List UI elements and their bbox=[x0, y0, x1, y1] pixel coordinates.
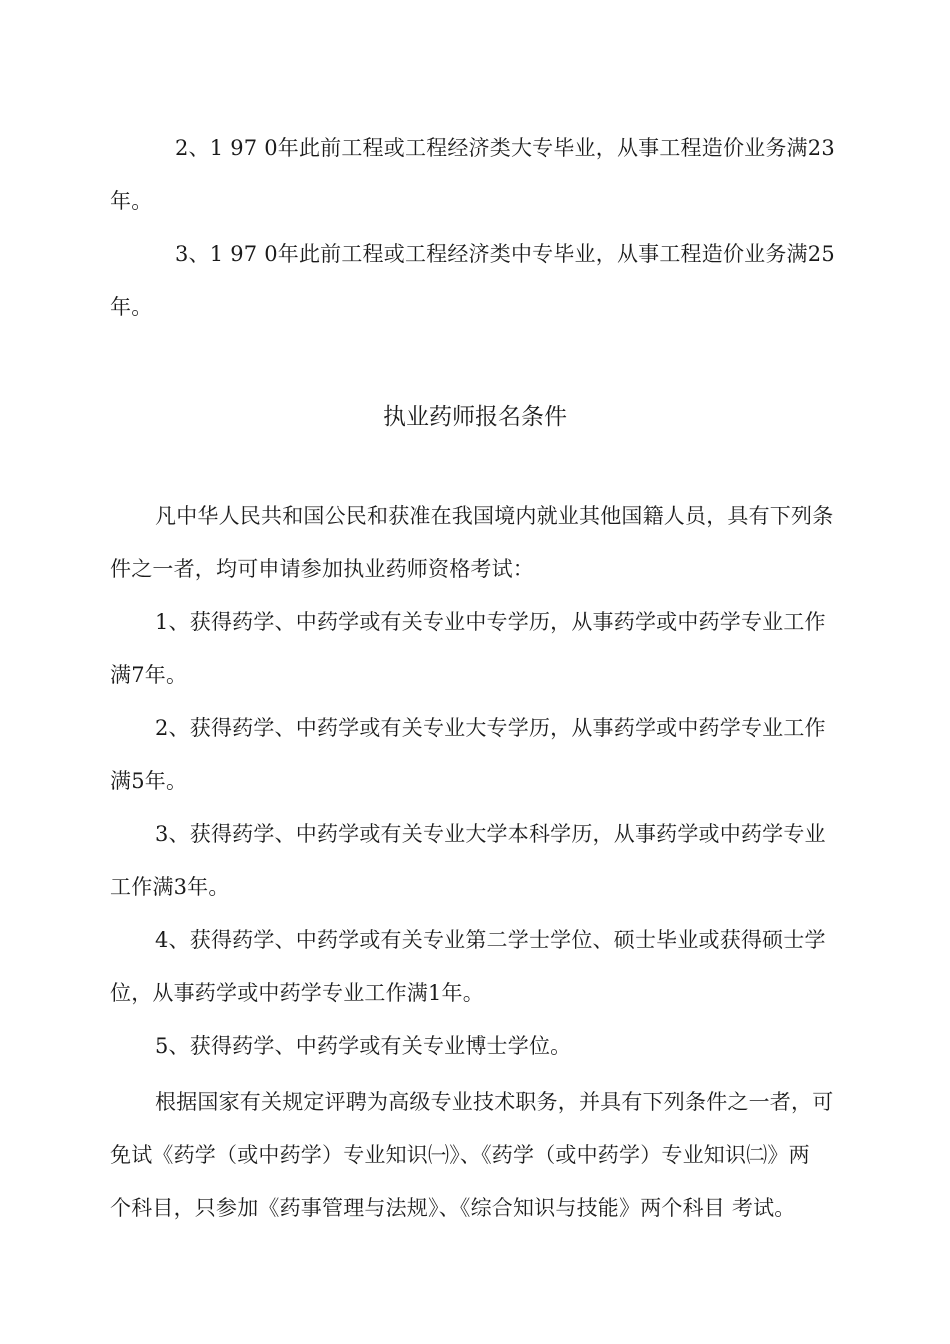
exemption-paragraph-line-3: 个科目，只参加《药事管理与法规》、《综合知识与技能》两个科目 考试。 bbox=[110, 1196, 796, 1220]
exemption-paragraph-line-2: 免试《药学（或中药学）专业知识㈠》、《药学（或中药学）专业知识㈡》两 bbox=[110, 1143, 810, 1167]
cost-engineer-condition-2-line-1: 2、1 97 0年此前工程或工程经济类大专毕业，从事工程造价业务满23 bbox=[175, 136, 835, 160]
intro-paragraph-line-2: 件之一者，均可申请参加执业药师资格考试： bbox=[110, 557, 534, 581]
pharmacist-condition-4-line-2: 位，从事药学或中药学专业工作满1年。 bbox=[110, 981, 484, 1005]
pharmacist-condition-3-line-1: 3、获得药学、中药学或有关专业大学本科学历，从事药学或中药学专业 bbox=[155, 822, 826, 846]
exemption-paragraph-line-1: 根据国家有关规定评聘为高级专业技术职务，并具有下列条件之一者，可 bbox=[155, 1090, 834, 1114]
section-heading: 执业药师报名条件 bbox=[383, 404, 567, 430]
pharmacist-condition-2-line-1: 2、获得药学、中药学或有关专业大专学历，从事药学或中药学专业工作 bbox=[155, 716, 826, 740]
cost-engineer-condition-3-line-2: 年。 bbox=[110, 295, 153, 319]
pharmacist-condition-1-line-2: 满7年。 bbox=[110, 663, 188, 687]
cost-engineer-condition-2-line-2: 年。 bbox=[110, 189, 153, 213]
pharmacist-condition-5: 5、获得药学、中药学或有关专业博士学位。 bbox=[155, 1034, 572, 1058]
pharmacist-condition-4-line-1: 4、获得药学、中药学或有关专业第二学士学位、硕士毕业或获得硕士学 bbox=[155, 928, 826, 952]
pharmacist-condition-3-line-2: 工作满3年。 bbox=[110, 875, 230, 899]
cost-engineer-condition-3-line-1: 3、1 97 0年此前工程或工程经济类中专毕业，从事工程造价业务满25 bbox=[175, 242, 835, 266]
pharmacist-condition-2-line-2: 满5年。 bbox=[110, 769, 188, 793]
pharmacist-condition-1-line-1: 1、获得药学、中药学或有关专业中专学历，从事药学或中药学专业工作 bbox=[155, 610, 826, 634]
intro-paragraph-line-1: 凡中华人民共和国公民和获准在我国境内就业其他国籍人员，具有下列条 bbox=[155, 504, 834, 528]
